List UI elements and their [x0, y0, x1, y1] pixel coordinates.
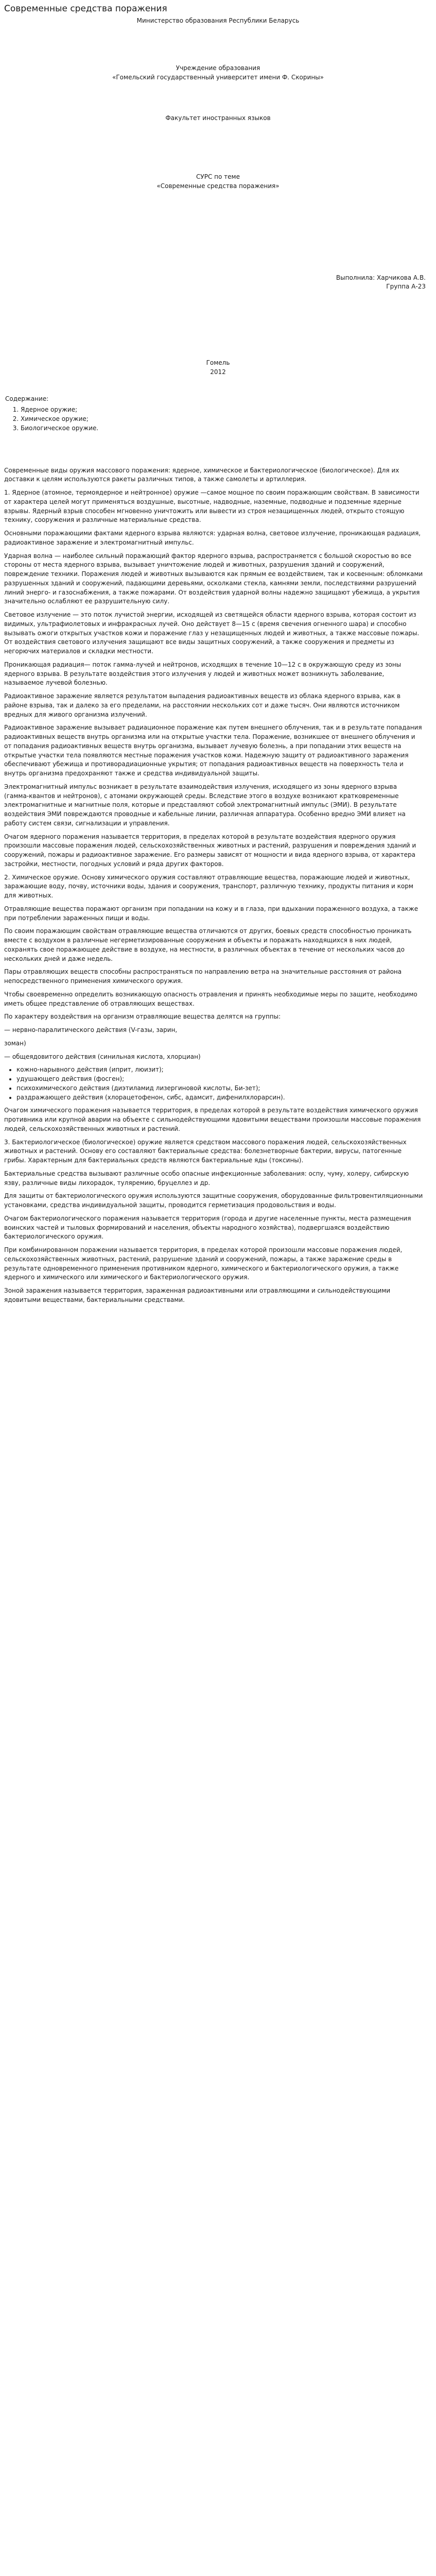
body-paragraph: Радиоактивное заражение является результатом выпадения радиоактивных веществ из облака ядерного взрыва, как в районе взрыва, так и далеко за его пределами, на расстоянии нескольких сот и даже тысяч. Они являются источником вредных для живого организма излучений.	[4, 692, 401, 718]
document-page	[0, 3, 436, 2576]
body-paragraph: Современные виды оружия массового поражения: ядерное, химическое и бактериологическое (биологическое). Для их доставки к целям используются ракеты различных типов, а также самолеты и артиллерия.	[4, 466, 399, 483]
body-paragraph: Световое излучение — это поток лучистой энергии, исходящей из светящейся области ядерного взрыва, которая состоит из видимых, ультрафиолетовых и инфракрасных лучей. Оно действует 8—15 с (время свечения огненного шара) и способно вызывать ожоги открытых участков кожи и поражение глаз у незащищенных людей и животных, а также массовые пожары. От воздействия светового излучения защищают все виды защитных сооружений, а также сооружения и предметы из негорючих материалов и складки местности.	[4, 611, 420, 655]
city-line: Гомель	[206, 359, 230, 367]
topic-line: «Современные средства поражения»	[156, 182, 280, 190]
body-paragraph: Ударная волна — наиболее сильный поражающий фактор ядерного взрыва, распространяется с большой скоростью во все стороны от места ядерного взрыва, вызывает уничтожение людей и животных, разрушения зданий и сооружений, повреждение техники. Поражения людей и животных вызываются как прямым ее воздействием, так и косвенным: обломками разрушенных зданий и сооружений, падающими деревьями, осколками стекла, камнями земли, последствиями разрушений линий энерго- и газоснабжения, а также пожарами. От воздействия ударной волны надежно защищают убежища, а укрытия значительно ослабляют ее разрушительную силу.	[4, 552, 423, 605]
body-paragraph: Пары отравляющих веществ способны распространяться по направлению ветра на значительные расстояния от района непосредственного применения химического оружия.	[4, 968, 402, 985]
body-paragraph: 2. Химическое оружие. Основу химического оружия составляют отравляющие вещества, поражающие людей и животных, заражающие воду, почву, источники воды, здания и сооружения, транспорт, различную технику, продукты питания и корм для животных.	[4, 873, 413, 900]
body-paragraph: 3. Бактериологическое (биологическое) оружие является средством массового поражения людей, сельскохозяйственных животных и растений. Основу его составляют бактериальные средства: болезнетворные бактерии, вирусы, патогенные грибы. Характерным для бактериальных средств являются бактериальные яды (токсины).	[4, 1138, 407, 1164]
body-paragraph: 1. Ядерное (атомное, термоядерное и нейтронное) оружие —самое мощное по своим поражающим свойствам. В зависимости от характера целей могут применяться воздушные, высотные, надводные, наземные, подводные и подземные ядерные взрывы. Ядерный взрыв способен мгновенно уничтожить или вывести из строя незащищенных людей, открыто стоящую технику, сооружения и различные материальные средства.	[4, 489, 420, 524]
list-item: • удушающего действия (фосген);	[16, 1075, 424, 1084]
ministry-line: Министерство образования Республики Беларусь	[136, 17, 300, 25]
toc-heading: Содержание:	[5, 395, 49, 402]
body-paragraph: По своим поражающим свойствам отравляющие вещества отличаются от других, боевых средств способностью проникать вместе с воздухом в различные негерметизированные сооружения и объекты и поражать находящихся в них людей, сохранять свое поражающее действие в воздухе, на местности, в различных объектах в течение от нескольких часов до нескольких дней и даже недель.	[4, 927, 412, 962]
body-paragraph: Бактериальные средства вызывают различные особо опасные инфекционные заболевания: оспу, чуму, холеру, сибирскую язву, различные виды лихорадок, туляремию, бруцеллез и др.	[4, 1170, 409, 1187]
institution-line-2: «Гомельский государственный университет имени Ф. Скорины»	[112, 73, 324, 81]
body-paragraph: По характеру воздействия на организм отравляющие вещества делятся на группы:	[4, 1013, 281, 1021]
body-paragraph: Радиоактивное заражение вызывает радиационное поражение как путем внешнего облучения, так и в результате попадания радиоактивных веществ внутрь организма или на открытые участки тела. Поражение, возникшее от внешнего облучения и от попадания радиоактивных веществ внутрь организма, вызывает лучевую болезнь, а при попадании этих веществ на открытые участки тела появляются местные поражения участков кожи. Надежную защиту от радиоактивного заражения обеспечивают убежища и противорадиационные укрытия; от попадания радиоактивных веществ на поверхность тела и внутрь организма предохраняют также и средства индивидуальной защиты.	[4, 724, 422, 777]
body-paragraph: Отравляющие вещества поражают организм при попадании на кожу и в глаза, при вдыхании пораженного воздуха, а также при потреблении зараженных пищи и воды.	[4, 905, 418, 922]
toc-item: 2. Химическое оружие;	[21, 415, 433, 424]
body-paragraph: Очагом химического поражения называется территория, в пределах которой в результате воздействия химического оружия противника или крупной аварии на объекте с сильнодействующими ядовитыми веществами произошли массовые поражения людей, сельскохозяйственных животных и растений.	[4, 1107, 421, 1132]
body-paragraph: Основными поражающими фактами ядерного взрыва являются: ударная волна, световое излучение, проникающая радиация, радиоактивное заражение и электромагнитный импульс.	[4, 530, 421, 546]
bullet-list	[3, 1065, 433, 1102]
document-body	[3, 466, 433, 1305]
list-item: • психохимического действия (диэтиламид лизергиновой кислоты, Би-зет);	[16, 1084, 424, 1093]
body-paragraph: зоман)	[4, 1039, 26, 1047]
toc-item: 3. Биологическое оружие.	[21, 424, 433, 433]
body-paragraph: Чтобы своевременно определить возникающую опасность отравления и принять необходимые меры по защите, необходимо иметь общее представление об отравляющих веществах.	[4, 990, 417, 1007]
body-paragraph: — нервно-паралитического действия (V-газы, зарин,	[4, 1026, 178, 1034]
year-line: 2012	[210, 368, 226, 376]
table-of-contents	[3, 405, 433, 433]
body-paragraph: Очагом ядерного поражения называется территория, в пределах которой в результате воздействия ядерного оружия произошли массовые поражения людей, сельскохозяйственных животных и растений, разрушения и повреждения зданий и сооружений, пожары и радиоактивное заражение. Его размеры зависят от мощности и вида ядерного взрыва, от характера застройки, местности, погодных условий и ряда других факторов.	[4, 833, 416, 868]
body-paragraph: Очагом бактериологического поражения называется территория (города и другие населенные пункты, места размещения воинских частей и тыловых формирований и населения, объекты народного хозяйства), подвергшаяся воздействию бактериологического оружия.	[4, 1214, 411, 1241]
toc-item: 1. Ядерное оружие;	[21, 405, 433, 415]
body-paragraph: Электромагнитный импульс возникает в результате взаимодействия излучения, исходящего из зоны ядерного взрыва (гамма-квантов и нейтронов), с атомами окружающей среды. Вследствие этого в воздухе возникают кратковременные электромагнитные и магнитные поля, которые и представляют собой электромагнитный импульс (ЭМИ). В результате воздействия ЭМИ повреждаются проводные и кабельные линии, различная аппаратура. Особенно вредно ЭМИ влияет на работу систем связи, сигнализации и управления.	[4, 783, 406, 827]
author-line: Выполнила: Харчикова А.В.	[336, 274, 426, 281]
body-paragraph: — общеядовитого действия (синильная кислота, хлорциан)	[4, 1053, 201, 1060]
faculty-line: Факультет иностранных языков	[165, 114, 271, 122]
list-item: • кожно-нарывного действия (иприт, люизит);	[16, 1065, 424, 1075]
body-paragraph: Проникающая радиация— поток гамма-лучей и нейтронов, исходящих в течение 10—12 с в окружающую среду из зоны ядерного взрыва. В результате воздействия этого излучения у людей и животных может возникнуть заболевание, называемое лучевой болезнью.	[4, 660, 402, 687]
work-type-line: СУРС по теме	[196, 173, 240, 181]
body-paragraph: Зоной заражения называется территория, зараженная радиоактивными или отравляющими и сильнодействующими ядовитыми веществами, бактериальными средствами.	[4, 1287, 391, 1303]
document-title: Современные средства поражения	[4, 4, 167, 14]
body-paragraph: Для защиты от бактериологического оружия используются защитные сооружения, оборудованные фильтровентиляционными установками, средства индивидуальной защиты, проводится герметизация продовольствия и воды.	[4, 1192, 423, 1209]
institution-line-1: Учреждение образования	[176, 64, 260, 72]
body-paragraph: При комбинированном поражении называется территория, в пределах которой произошли массовые поражения людей, сельскохозяйственных животных, растений, разрушение зданий и сооружений, пожары, а также заражение среды в результате одновременного применения противником ядерного, химического и бактериологического оружия, а также ядерного и химического или химического и бактериологического оружия.	[4, 1246, 403, 1281]
group-line: Группа А-23	[386, 283, 426, 291]
list-item: • раздражающего действия (хлорацетофенон, сибс, адамсит, дифенилхлорарсин).	[16, 1093, 424, 1103]
